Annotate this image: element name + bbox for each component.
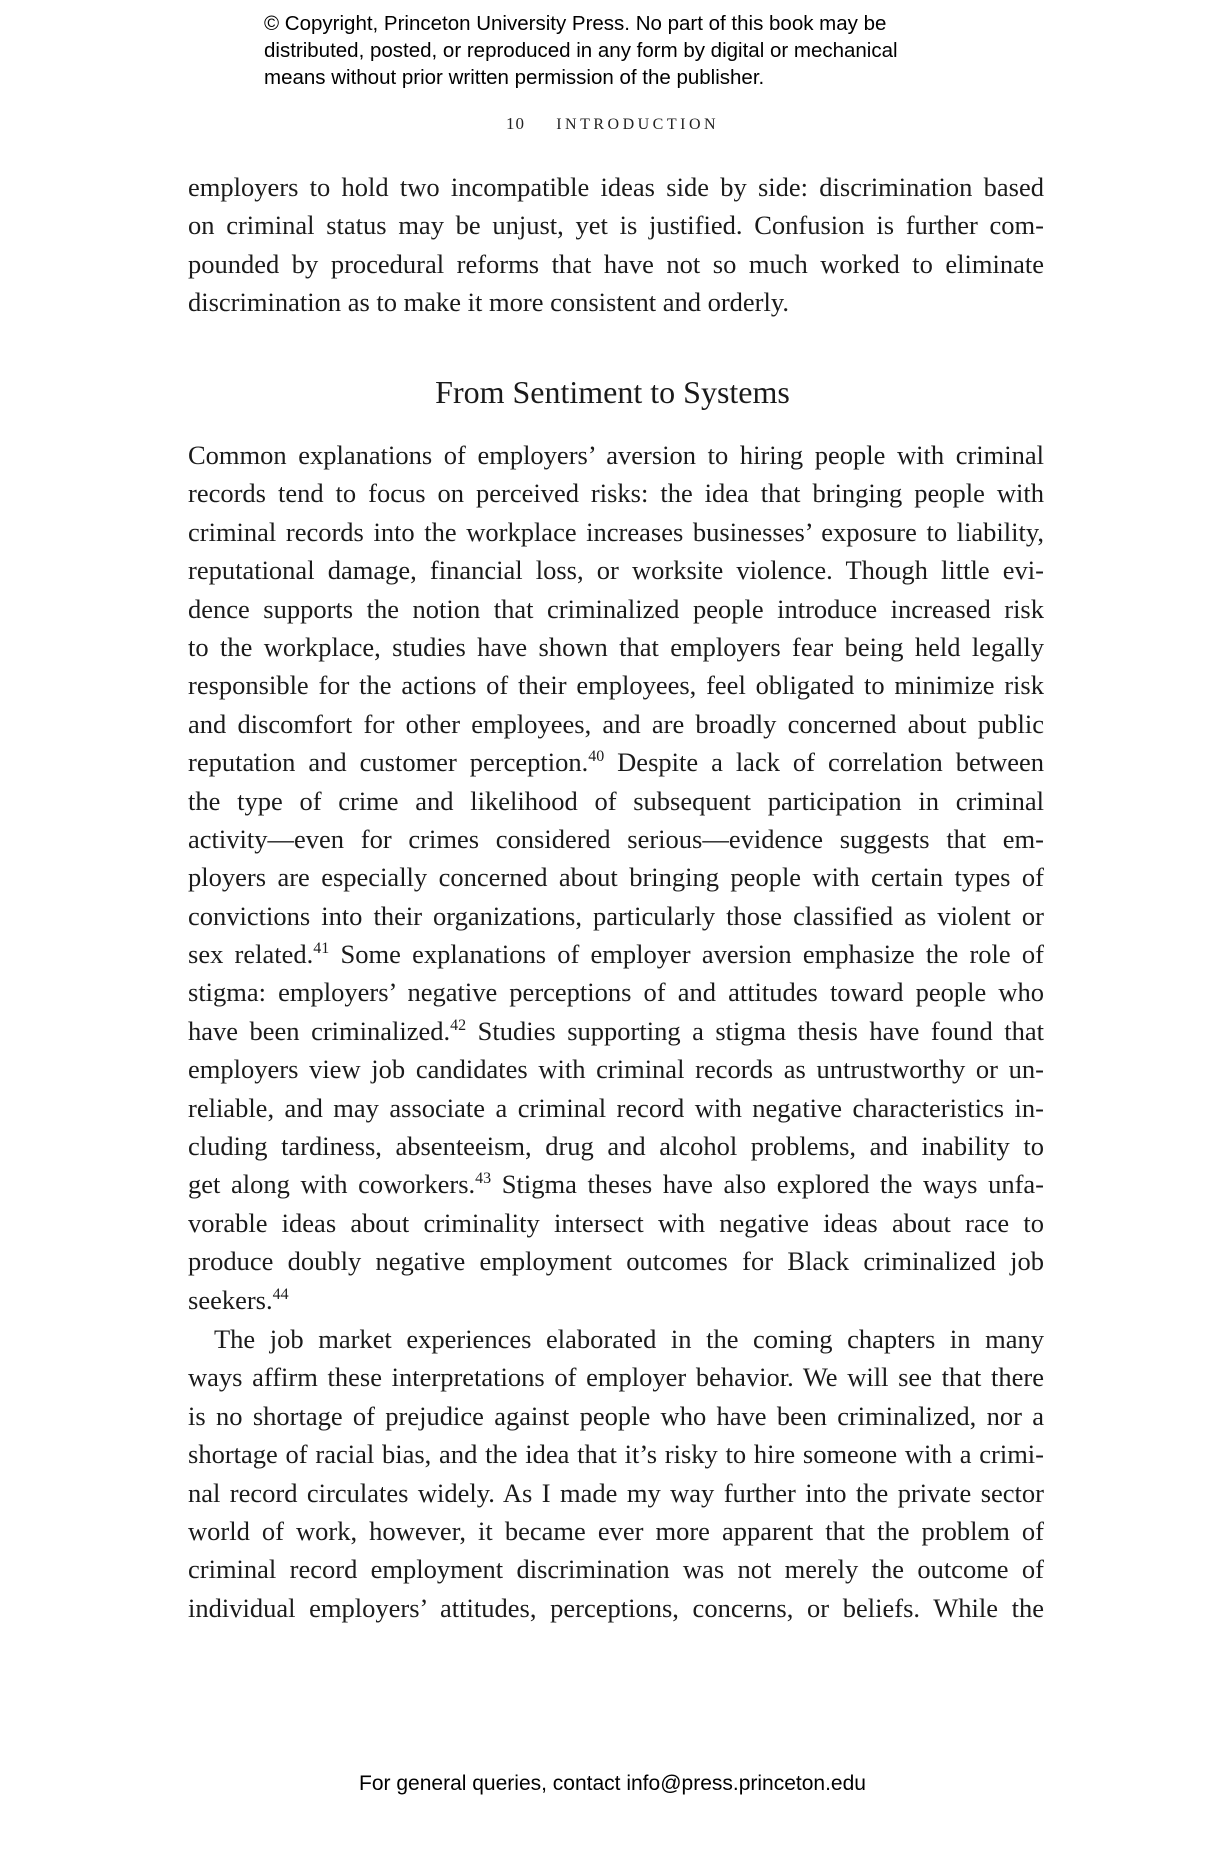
copyright-line: distributed, posted, or reproduced in any form by digital or mechanical (264, 39, 898, 62)
page-number: 10 (505, 114, 525, 133)
text-line: to the workplace, studies have shown that employers fear being held legally (188, 631, 1044, 662)
text-line: nal record circulates widely. As I made my way further into the private sector (188, 1477, 1044, 1508)
text-line: responsible for the actions of their employees, feel obligated to minimize risk (188, 670, 1044, 701)
text-line: dence supports the notion that criminalized people introduce increased risk (188, 593, 1044, 624)
line-text: have been criminalized. (188, 1015, 451, 1046)
footnote-ref-40[interactable]: 40 (588, 748, 605, 766)
section-heading: From Sentiment to Systems (435, 374, 790, 410)
text-line: pounded by procedural reforms that have not so much worked to eliminate (188, 248, 1044, 279)
paragraph-sentiment (188, 436, 1044, 1319)
running-title: INTRODUCTION (556, 116, 720, 133)
text-line: on criminal status may be unjust, yet is justified. Confusion is further com- (188, 210, 1044, 241)
text-line: cluding tardiness, absenteeism, drug and alcohol problems, and inability to (188, 1131, 1044, 1162)
line-text: Despite a lack of correlation between (604, 747, 1044, 778)
text-line: and discomfort for other employees, and are broadly concerned about public (188, 708, 1044, 739)
text-line: world of work, however, it became ever more apparent that the problem of (188, 1515, 1044, 1546)
copyright-notice (264, 10, 984, 91)
footer-contact: For general queries, contact info@press.princeton.edu (359, 1772, 866, 1795)
text-line: criminal records into the workplace increases businesses’ exposure to liability, (188, 516, 1044, 547)
paragraph-continuation (188, 168, 1044, 322)
line-text: Studies supporting a stigma thesis have found that (466, 1015, 1045, 1046)
text-line: employers view job candidates with criminal records as untrustworthy or un- (188, 1054, 1044, 1085)
footnote-ref-42[interactable]: 42 (450, 1016, 467, 1034)
line-text: Some explanations of employer aversion emphasize the role of (329, 939, 1044, 970)
text-line: is no shortage of prejudice against people who have been criminalized, nor a (188, 1400, 1044, 1431)
line-text: sex related. (188, 939, 314, 970)
text-line: criminal record employment discrimination was not merely the outcome of (188, 1554, 1044, 1585)
text-line: convictions into their organizations, particularly those classified as violent or (188, 900, 1044, 931)
text-line: vorable ideas about criminality intersect with negative ideas about race to (188, 1207, 1044, 1238)
text-line: produce doubly negative employment outcomes for Black criminalized job (188, 1246, 1044, 1277)
text-line: discrimination as to make it more consistent and orderly. (188, 287, 790, 318)
text-line: ployers are especially concerned about bringing people with certain types of (188, 862, 1044, 893)
line-text: Stigma theses have also explored the ways unfa- (491, 1169, 1044, 1200)
text-line (188, 1012, 1044, 1050)
text-line: individual employers’ attitudes, perceptions, concerns, or beliefs. While the (188, 1592, 1044, 1623)
text-line (188, 1165, 1044, 1203)
running-head (0, 114, 1225, 134)
text-line: ways affirm these interpretations of employer behavior. We will see that there (188, 1362, 1044, 1393)
copyright-line: means without prior written permission of the publisher. (264, 66, 765, 89)
text-line (188, 1281, 1044, 1319)
text-line: The job market experiences elaborated in the coming chapters in many (214, 1324, 1044, 1354)
text-line: records tend to focus on perceived risks: the idea that bringing people with (188, 478, 1044, 509)
footnote-ref-43[interactable]: 43 (475, 1170, 492, 1188)
paragraph-job-market (188, 1320, 1044, 1627)
text-line: reliable, and may associate a criminal record with negative characteristics in- (188, 1092, 1044, 1123)
copyright-line: © Copyright, Princeton University Press. No part of this book may be (264, 12, 887, 35)
line-text: seekers. (188, 1284, 273, 1315)
text-line: shortage of racial bias, and the idea that it’s risky to hire someone with a crimi- (188, 1439, 1044, 1470)
footnote-ref-44[interactable]: 44 (272, 1285, 289, 1303)
footnote-ref-41[interactable]: 41 (313, 940, 330, 958)
text-line: reputational damage, financial loss, or worksite violence. Though little evi- (188, 555, 1044, 586)
line-text: reputation and customer perception. (188, 747, 589, 778)
text-line (188, 935, 1044, 973)
text-line: the type of crime and likelihood of subsequent participation in criminal (188, 785, 1044, 816)
text-line (188, 743, 1044, 781)
line-text: get along with coworkers. (188, 1169, 476, 1200)
text-line: stigma: employers’ negative perceptions of and attitudes toward people who (188, 977, 1044, 1008)
text-line: Common explanations of employers’ aversion to hiring people with criminal (188, 440, 1044, 470)
text-line: activity—even for crimes considered serious—evidence suggests that em- (188, 823, 1044, 854)
text-line: employers to hold two incompatible ideas side by side: discrimination based (188, 172, 1044, 202)
